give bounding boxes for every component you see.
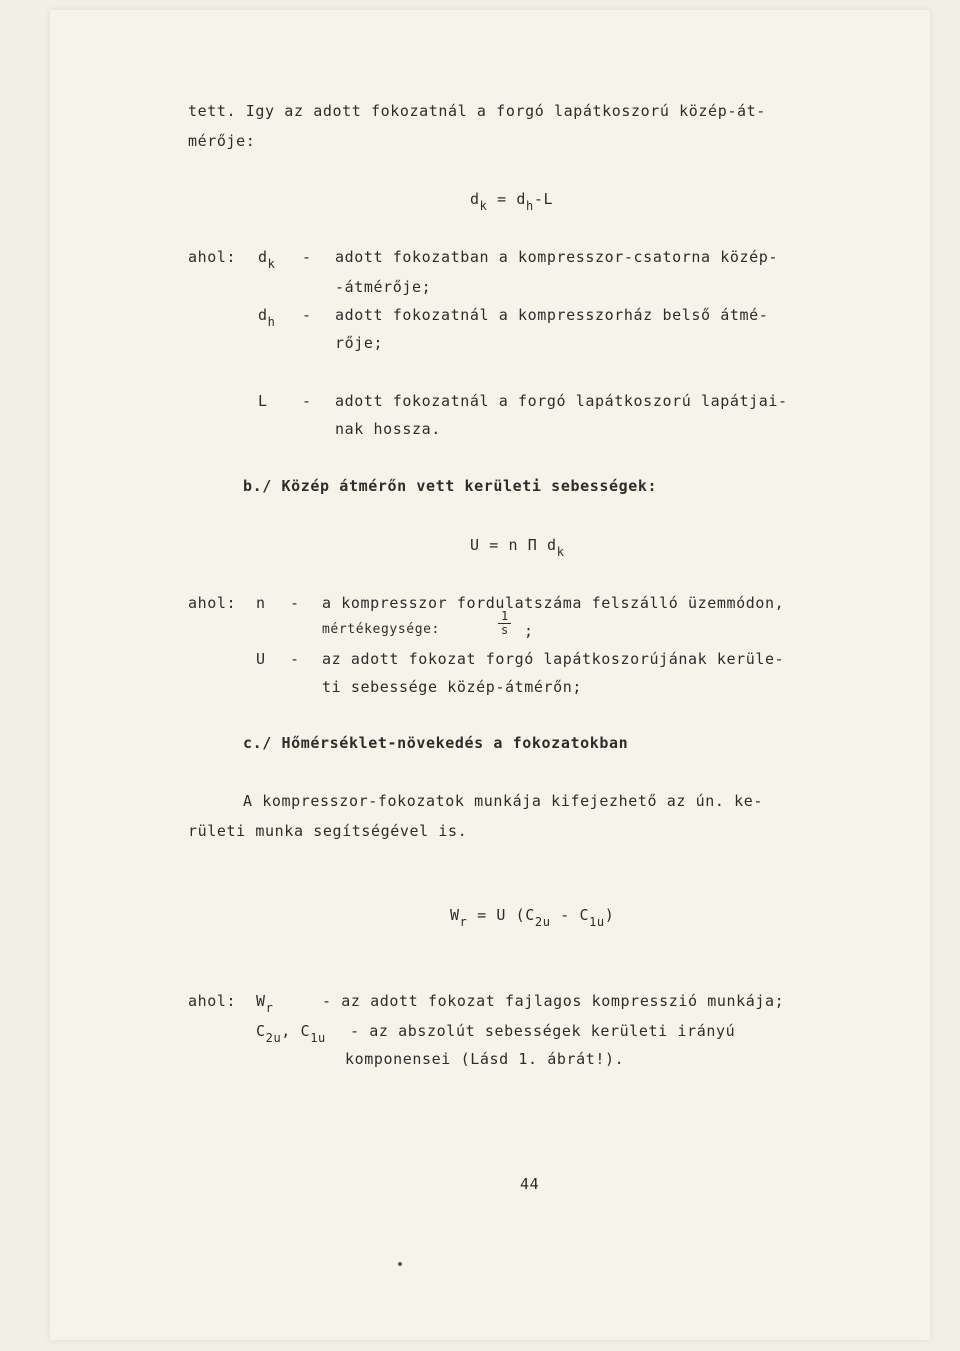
var-U: U <box>256 650 266 668</box>
intro-line-1: tett. Igy az adott fokozatnál a forgó lapátkoszorú közép-át- <box>188 102 766 120</box>
paragraph-line-1: A kompresszor-fokozatok munkája kifejezhető az ún. ke- <box>243 792 764 810</box>
def-C-line-1: - az abszolút sebességek kerületi irányú <box>350 1022 736 1040</box>
var-W: $W_r$ <box>256 992 274 1015</box>
def-dk-line-2: -átmérője; <box>335 278 432 296</box>
ahol-label-3: ahol: <box>188 992 237 1010</box>
def-dh-line-2: rője; <box>335 334 384 352</box>
page-number: 44 <box>520 1175 540 1193</box>
fraction-denominator: s <box>501 623 509 637</box>
fraction-numerator: 1 <box>498 610 511 624</box>
unit-fraction <box>498 610 511 637</box>
var-C: $C_{2u}$, $C_{1u}$ <box>256 1022 326 1045</box>
section-b-heading: b./ Közép átmérőn vett kerületi sebességek: <box>243 477 658 495</box>
section-c-heading: c./ Hőmérséklet-növekedés a fokozatokban <box>243 734 629 752</box>
intro-line-2: mérője: <box>188 132 256 150</box>
dash-n: - <box>290 594 300 612</box>
formula-U: U = n Π $d_k$ <box>470 536 565 559</box>
def-L-line-1: adott fokozatnál a forgó lapátkoszorú lapátjai- <box>335 392 788 410</box>
fraction-semicolon: ; <box>524 622 534 640</box>
def-n-line-1: a kompresszor fordulatszáma felszálló üzemmódon, <box>322 594 785 612</box>
def-C-line-2: komponensei (Lásd 1. ábrát!). <box>345 1050 625 1068</box>
def-dh-line-1: adott fokozatnál a kompresszorház belső átmé- <box>335 306 769 324</box>
def-n-line-2: mértékegysége: <box>322 622 440 637</box>
dash-dh: - <box>302 306 312 324</box>
speck-mark <box>398 1262 402 1266</box>
def-U-line-1: az adott fokozat forgó lapátkoszorújának kerüle- <box>322 650 785 668</box>
paragraph-line-2: rületi munka segítségével is. <box>188 822 468 840</box>
var-dh: $d_h$ <box>258 306 276 329</box>
dash-L: - <box>302 392 312 410</box>
var-n: n <box>256 594 266 612</box>
formula-W: $W_r = U$ $(C_{2u} - C_{1u})$ <box>450 906 615 929</box>
def-W: - az adott fokozat fajlagos kompresszió munkája; <box>322 992 785 1010</box>
dash-dk: - <box>302 248 312 266</box>
formula-dk: $d_k = d_h-L$ <box>470 190 554 213</box>
ahol-label-2: ahol: <box>188 594 237 612</box>
def-dk-line-1: adott fokozatban a kompresszor-csatorna közép- <box>335 248 779 266</box>
ahol-label-1: ahol: <box>188 248 237 266</box>
var-dk: $d_k$ <box>258 248 276 271</box>
var-L: L <box>258 392 268 410</box>
def-L-line-2: nak hossza. <box>335 420 441 438</box>
document-page <box>50 10 930 1340</box>
def-U-line-2: ti sebessége közép-átmérőn; <box>322 678 583 696</box>
dash-U: - <box>290 650 300 668</box>
